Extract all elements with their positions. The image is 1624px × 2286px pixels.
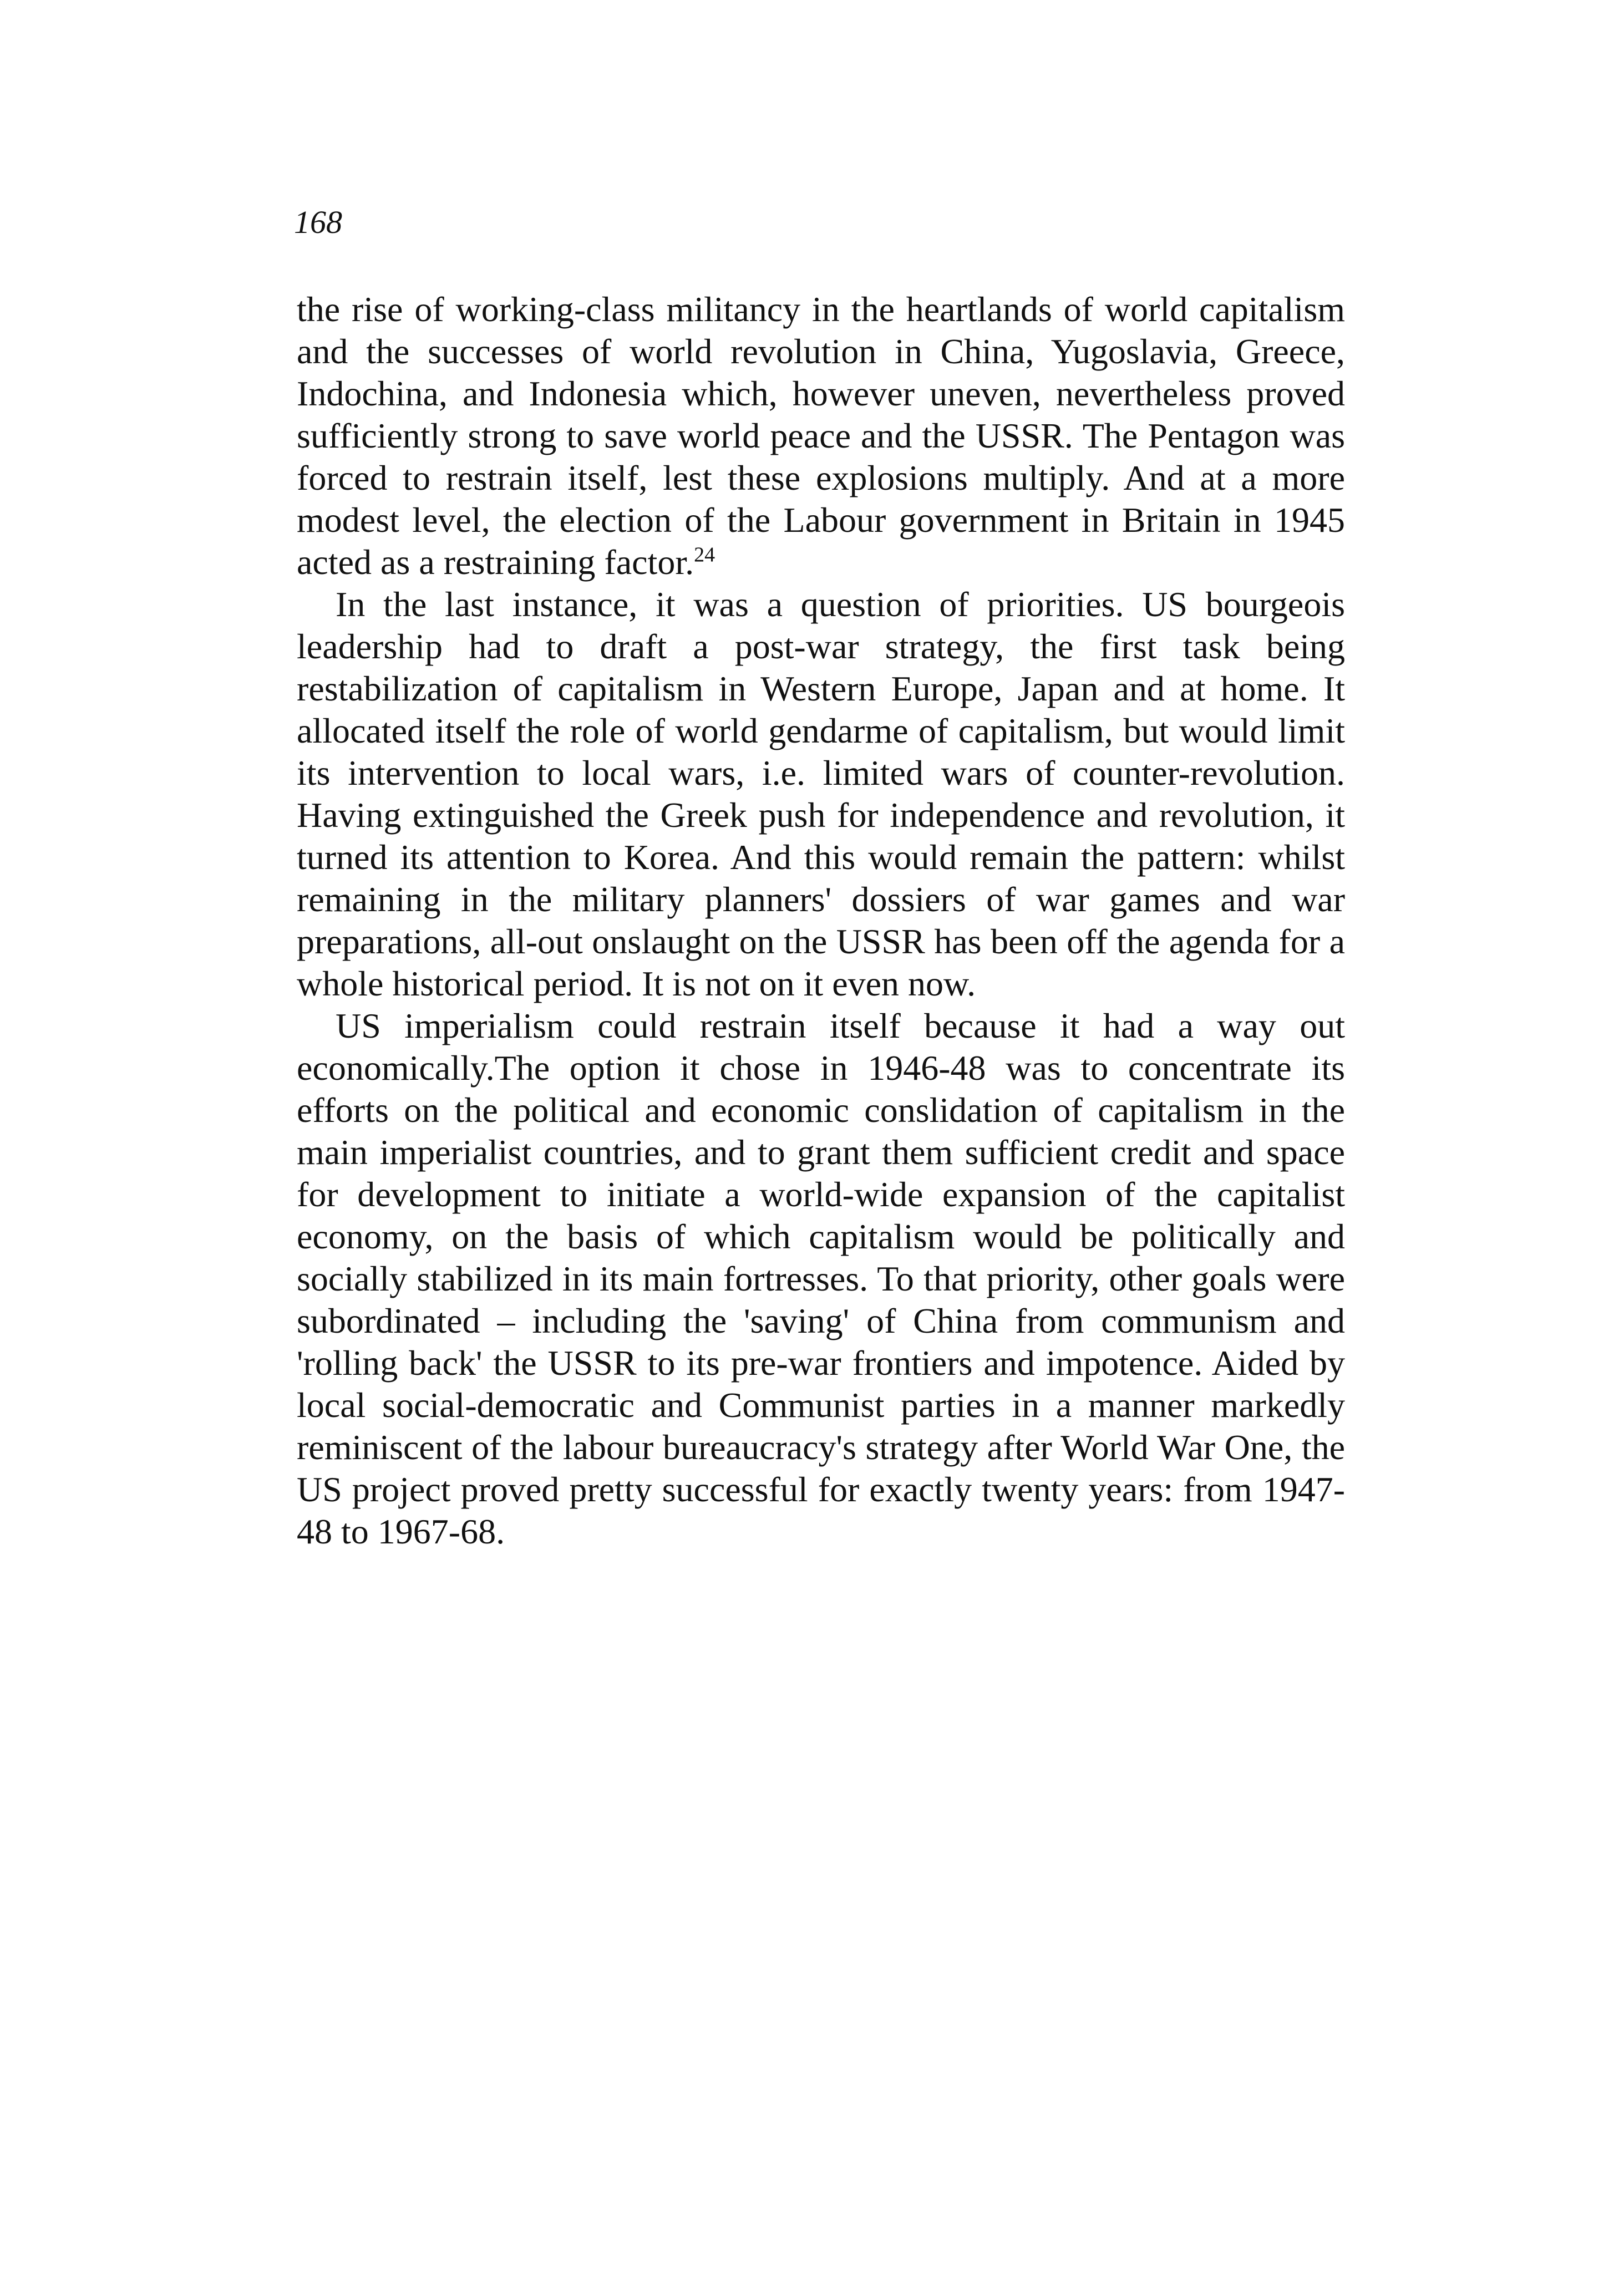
paragraph-1-text: the rise of working-class militancy in the heartlands of world capitalism and the successes of world revolution in China, Yugoslavia, Greece, Indochina, and Indonesia which, however uneven, nevertheless proved sufficiently strong to save world peace and the USSR. The Pentagon was forced to restrain itself, lest these explosions multiply. And at a more modest level, the election of the Labour government in Britain in 1945 acted as a restraining factor. (297, 289, 1345, 582)
footnote-marker: 24 (694, 543, 715, 567)
paragraph-3: US imperialism could restrain itself because it had a way out economically.The option it chose in 1946-48 was to concentrate its efforts on the political and economic conslidation of capitalism in the main imperialist countries, and to grant them sufficient credit and space for development to initiate a world-wide expansion of the capitalist economy, on the basis of which capitalism would be politically and socially stabilized in its main fortresses. To that priority, other goals were subordinated – including the 'saving' of China from communism and 'rolling back' the USSR to its pre-war frontiers and impotence. Aided by local social-democratic and Communist parties in a manner markedly reminiscent of the labour bureaucracy's strategy after World War One, the US project proved pretty successful for exactly twenty years: from 1947-48 to 1967-68. (297, 1006, 1345, 1551)
paragraph-1 (297, 288, 1345, 583)
body-text (297, 288, 1345, 1553)
page-number: 168 (294, 204, 342, 240)
paragraph-2: In the last instance, it was a question of priorities. US bourgeois leadership had to draft a post-war strategy, the first task being restabilization of capitalism in Western Europe, Japan and at home. It allocated itself the role of world gendarme of capitalism, but would limit its intervention to local wars, i.e. limited wars of counter-revolution. Having extinguished the Greek push for independence and revolution, it turned its attention to Korea. And this would remain the pattern: whilst remaining in the military planners' dossiers of war games and war preparations, all-out onslaught on the USSR has been off the agenda for a whole historical period. It is not on it even now. (297, 585, 1345, 1003)
